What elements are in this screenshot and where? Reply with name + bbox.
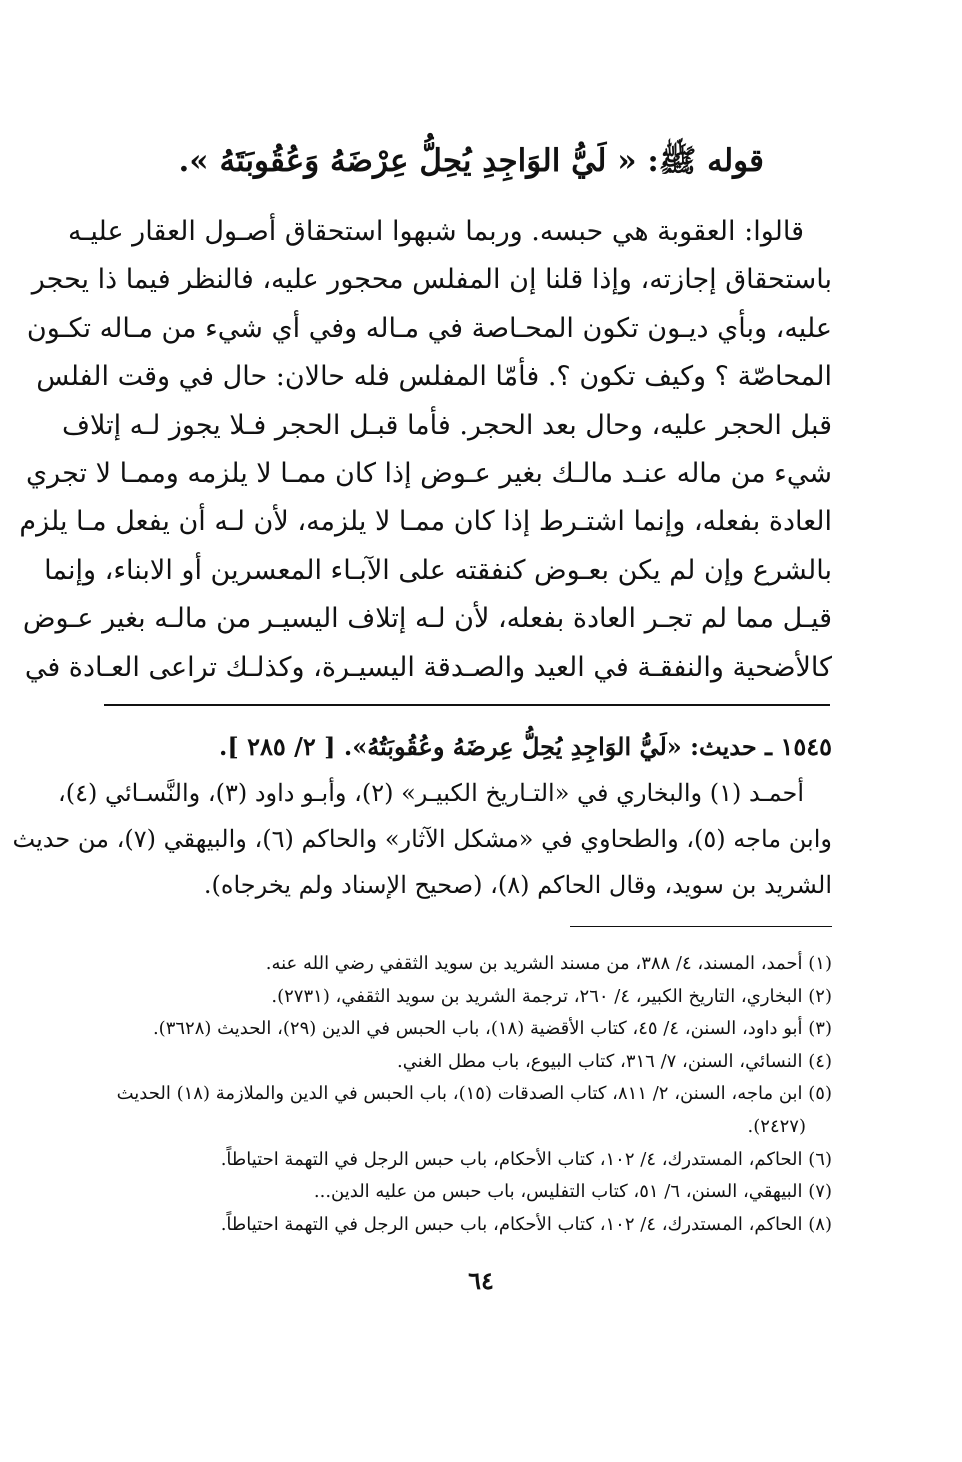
main-text-line: العادة بفعله، وإنما اشتـرط إذا كان ممـا لا يلزمه، لأن لـه أن يفعل مـا يلزم — [19, 506, 832, 538]
footnote: (١) أحمد، المسند، ٤/ ٣٨٨، من مسند الشريد بن سويد الثقفي رضي الله عنه. — [265, 953, 832, 974]
footnote-continuation: (٢٤٢٧). — [747, 1115, 806, 1137]
main-text-line: شيء من ماله عنـد مالـك بغير عـوض إذا كان ممـا لا يلزمه وممـا لا تجري — [26, 458, 832, 490]
main-text-line: المحاصّة ؟ وكيف تكون ؟. فأمّا المفلس فله حالان: حال في وقت الفلس — [36, 361, 832, 393]
footnote: (٥) ابن ماجه، السنن، ٢/ ٨١١، كتاب الصدقات (١٥)، باب الحبس في الدين والملازمة (١٨) الحديث — [116, 1083, 832, 1105]
footnote: (٦) الحاكم، المستدرك، ٤/ ١٠٢، كتاب الأحكام، باب حبس الرجل في التهمة احتياطاً. — [220, 1148, 832, 1170]
hadith-text-line: الشريد بن سويد، وقال الحاكم (٨)، (صحيح الإسناد ولم يخرجاه). — [203, 871, 832, 899]
main-text-line: بالشرع وإن لم يكن بعـوض كنفقته على الآبـاء المعسرين أو الابناء، وإنما — [44, 554, 832, 586]
main-text-line: قيـل مما لم تجـر العادة بفعله، لأن لـه إتلاف اليسيـر من مالـه بغير عـوض — [22, 603, 832, 635]
footnote: (٨) الحاكم، المستدرك، ٤/ ١٠٢، كتاب الأحكام، باب حبس الرجل في التهمة احتياطاً. — [220, 1213, 832, 1235]
main-text-line: قبل الحجر عليه، وحال بعد الحجر. فأما قبـل الحجر فـلا يجوز لـه إتلاف — [61, 409, 832, 441]
footnote: (٤) النسائي، السنن، ٧/ ٣١٦، كتاب البيوع، باب مطل الغني. — [396, 1050, 832, 1072]
section-divider — [104, 704, 830, 706]
hadith-section — [12, 724, 832, 908]
main-text-line: قالوا: العقوبة هي حبسه. وربما شبهوا استحقاق أصـول العقار عليـه — [67, 216, 804, 247]
footnote: (٣) أبو داود، السنن، ٤/ ٤٥، كتاب الأقضية (١٨)، باب الحبس في الدين (٢٩)، الحديث (٣٦٢٨). — [152, 1018, 832, 1040]
main-text-line: كالأضحية والنفقـة في العيد والصـدقة اليسيـرة، وكذلـك تراعى العـادة في — [24, 651, 832, 683]
footnote: (٢) البخاري، التاريخ الكبير، ٤/ ٢٦٠، ترجمة الشريد بن سويد الثقفي، (٢٧٣١). — [271, 985, 832, 1007]
hadith-text-line: وابن ماجه (٥)، والطحاوي في «مشكل الآثار» والحاكم (٦)، والبيهقي (٧)، من حديث — [12, 825, 832, 853]
footnote-divider — [570, 926, 832, 927]
footnotes — [104, 948, 832, 1241]
main-text-line: عليه، وبأي ديـون تكون المحـاصة في مـاله وفي أي شيء من مـاله تكـون — [26, 312, 832, 344]
page-number: ٦٤ — [468, 1266, 494, 1295]
main-text — [19, 208, 832, 692]
hadith-text-line: أحمـد (١) والبخاري في «التـاريخ الكبيـر» (٢)، وأبـو داود (٣)، والنَّسـائي (٤)، — [57, 779, 804, 807]
hadith-title: ١٥٤٥ ـ حديث: «لَيُّ الوَاجِدِ يُحِلُّ عِرضَهُ وعُقُوبَتُهُ». [ ٢/ ٢٨٥ ]. — [219, 732, 832, 761]
main-text-line: باستحقاق إجازته، وإذا قلنا إن المفلس محجور عليه، فالنظر فيما ذا يحجر — [31, 264, 832, 296]
section-heading: قوله ﷺ: « لَيُّ الوَاجِدِ يُحِلُّ عِرْضَهُ وَعُقُوبَتَهُ ». — [178, 143, 764, 179]
footnote: (٧) البيهقي، السنن، ٦/ ٥١، كتاب التفليس، باب حبس من عليه الدين... — [313, 1181, 832, 1203]
